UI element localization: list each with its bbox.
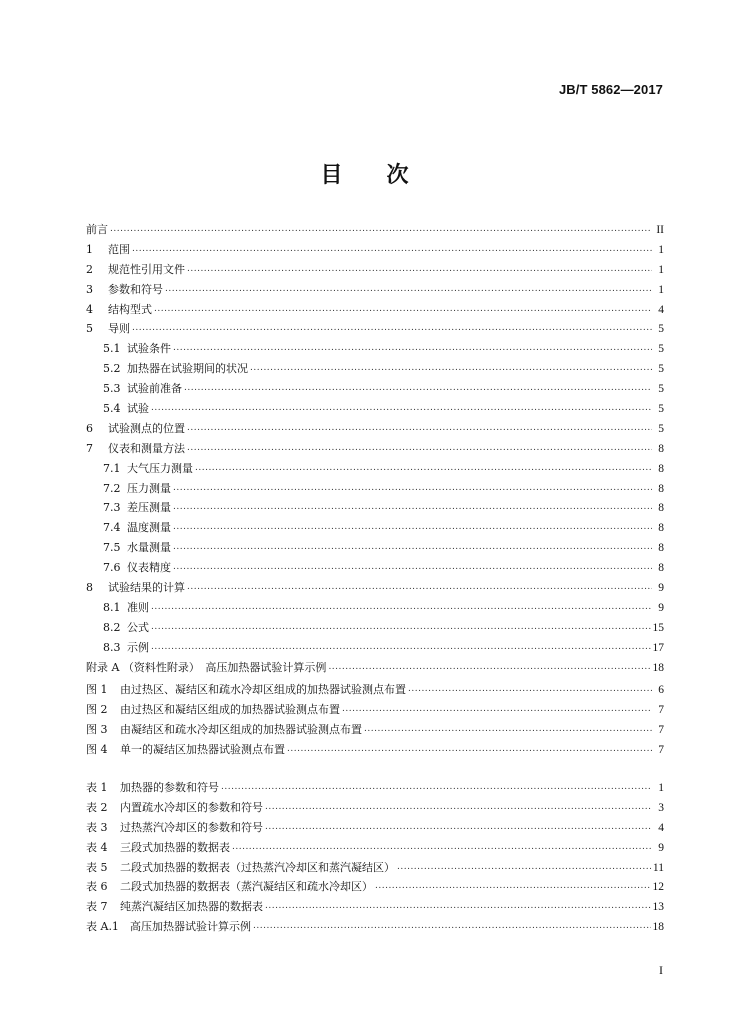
leader-dots	[187, 420, 652, 433]
leader-dots	[110, 221, 652, 234]
toc-entry-label: 附录 A （资料性附录） 高压加热器试验计算示例	[86, 660, 327, 674]
toc-entry-number: 7.5	[103, 541, 121, 555]
toc-entry-number: 7.3	[103, 501, 121, 515]
toc-entry-number: 7.4	[103, 521, 121, 535]
page-title	[0, 158, 729, 189]
toc-entry-number: 表 7	[86, 900, 108, 914]
toc-entry-label: 加热器在试验期间的状况	[127, 362, 248, 376]
toc-entry-label: 示例	[127, 640, 149, 654]
toc-entry-number: 5.3	[103, 382, 121, 396]
toc-entry-page: 1	[658, 782, 664, 794]
toc-entry-label: 试验前准备	[127, 382, 182, 396]
toc-entry-page: 9	[658, 582, 664, 595]
toc-entry[interactable]	[86, 440, 664, 460]
toc-entry[interactable]	[86, 898, 664, 918]
toc-entry[interactable]	[86, 721, 664, 741]
toc-entry-label: 加热器的参数和符号	[120, 781, 219, 794]
leader-dots	[328, 659, 650, 672]
toc-entry[interactable]	[86, 701, 664, 721]
leader-dots	[154, 301, 652, 314]
toc-entry-label: 二段式加热器的数据表（过热蒸汽冷却区和蒸汽凝结区）	[120, 860, 395, 874]
toc-entry-page: 5	[658, 383, 664, 396]
toc-entry-page: 1	[658, 283, 664, 296]
toc-figures	[86, 681, 664, 761]
leader-dots	[151, 619, 651, 632]
leader-dots	[173, 519, 652, 532]
toc-entry[interactable]	[86, 400, 664, 420]
leader-dots	[151, 639, 651, 652]
leader-dots	[187, 440, 652, 453]
leader-dots	[173, 480, 652, 493]
leader-dots	[265, 819, 652, 832]
toc-tables	[86, 779, 664, 938]
leader-dots	[397, 859, 651, 872]
toc-entry-number: 图 2	[86, 702, 108, 716]
toc-entry-number: 8	[86, 581, 93, 595]
toc-entry-page: 4	[658, 821, 664, 834]
toc-entry-page: II	[656, 224, 664, 236]
leader-dots	[184, 380, 652, 393]
toc-entry-number: 8.2	[103, 620, 121, 634]
toc-entry-number: 5.4	[103, 402, 121, 416]
toc-entry-label: 纯蒸汽凝结区加热器的数据表	[120, 900, 263, 914]
toc-entry-label: 范围	[108, 242, 130, 256]
toc-entry[interactable]	[86, 261, 664, 281]
toc-entry-number: 表 2	[86, 800, 108, 814]
toc-entry-label: 仪表和测量方法	[108, 441, 185, 455]
toc-entry-number: 7.1	[103, 461, 121, 475]
leader-dots	[232, 839, 652, 852]
toc-entry[interactable]	[86, 659, 664, 679]
toc-entry-page: 3	[658, 801, 664, 814]
toc-entry-label: 仪表精度	[127, 561, 171, 575]
toc-entry-number: 8.3	[103, 640, 121, 654]
leader-dots	[221, 779, 652, 792]
toc-entry-label: 内置疏水冷却区的参数和符号	[120, 800, 263, 814]
toc-entry[interactable]	[86, 340, 664, 360]
toc-entry[interactable]	[86, 480, 664, 500]
toc-entry-page: 8	[658, 562, 664, 575]
standard-code: JB/T 5862—2017	[558, 82, 663, 97]
toc-entry-page: 17	[652, 641, 664, 654]
toc-entry[interactable]	[86, 619, 664, 639]
toc-entry-label: 温度测量	[127, 521, 171, 535]
toc-entry-number: 7.2	[103, 481, 121, 495]
toc-entry-label: 参数和符号	[108, 282, 163, 296]
toc-entry-page: 5	[658, 422, 664, 435]
toc-entry[interactable]	[86, 579, 664, 599]
toc-entry-number: 3	[86, 282, 93, 296]
toc-entry-number: 1	[86, 242, 93, 256]
toc-entry[interactable]	[86, 221, 664, 241]
toc-entry-label: 由凝结区和疏水冷却区组成的加热器试验测点布置	[120, 722, 362, 736]
toc-entry-page: 18	[652, 921, 664, 934]
toc-entry-label: 导则	[108, 322, 130, 336]
toc-entry-number: 7.6	[103, 561, 121, 575]
toc-entry-label: 试验条件	[127, 342, 171, 356]
toc-entry-page: 6	[658, 684, 664, 696]
toc-entry-number: 8.1	[103, 600, 121, 614]
toc-entry-number: 表 A.1	[86, 920, 119, 934]
toc-entry-page: 5	[658, 363, 664, 376]
toc-entry-page: 8	[658, 522, 664, 535]
toc-entry-page: 5	[658, 323, 664, 336]
toc-entry-page: 11	[652, 861, 664, 874]
page-number: I	[659, 963, 663, 977]
toc-entry-label: 公式	[127, 620, 149, 634]
toc-entry[interactable]	[86, 639, 664, 659]
toc-entry-label: 压力测量	[127, 481, 171, 495]
toc-entry-label: 试验结果的计算	[108, 581, 185, 595]
toc-entry-label: 高压加热器试验计算示例	[130, 920, 251, 934]
toc-entry-number: 2	[86, 262, 93, 276]
toc-entry-label: 准则	[127, 600, 149, 614]
toc-entry-page: 7	[658, 723, 664, 736]
toc-entry-page: 7	[658, 743, 664, 756]
toc-entry-label: 前言	[86, 223, 108, 236]
toc-entry[interactable]	[86, 741, 664, 761]
toc-entry[interactable]	[86, 779, 664, 799]
toc-entry-number: 表 4	[86, 840, 108, 854]
leader-dots	[195, 460, 652, 473]
leader-dots	[151, 599, 652, 612]
toc-entry[interactable]	[86, 539, 664, 559]
toc-entry-label: 由过热区和凝结区组成的加热器试验测点布置	[120, 702, 340, 716]
toc-entry-page: 5	[658, 343, 664, 356]
toc-entry-label: 大气压力测量	[127, 461, 193, 475]
toc-entry-page: 9	[658, 601, 664, 614]
leader-dots	[364, 721, 652, 734]
toc-entry[interactable]	[86, 281, 664, 301]
toc-entry-number: 图 4	[86, 742, 108, 756]
toc-entry[interactable]	[86, 320, 664, 340]
toc-entry-label: 由过热区、凝结区和疏水冷却区组成的加热器试验测点布置	[120, 683, 406, 696]
toc-entry[interactable]	[86, 599, 664, 619]
toc-entry[interactable]	[86, 420, 664, 440]
toc-entry-label: 过热蒸汽冷却区的参数和符号	[120, 820, 263, 834]
toc-entry[interactable]	[86, 519, 664, 539]
toc-entry[interactable]	[86, 241, 664, 261]
toc-entry-label: 规范性引用文件	[108, 262, 185, 276]
leader-dots	[151, 400, 652, 413]
title-char-1: 目	[320, 163, 343, 188]
toc-entry-label: 差压测量	[127, 501, 171, 515]
toc-entry-number: 5	[86, 322, 93, 336]
toc-entry-number: 图 1	[86, 683, 108, 696]
toc-entry-label: 结构型式	[108, 302, 152, 316]
toc-entry-page: 7	[658, 703, 664, 716]
toc-entry[interactable]	[86, 839, 664, 859]
toc-entry-label: 单一的凝结区加热器试验测点布置	[120, 742, 285, 756]
toc-entry-number: 表 1	[86, 781, 108, 794]
toc-entry-number: 表 5	[86, 860, 108, 874]
toc-entry[interactable]	[86, 559, 664, 579]
toc-entry-label: 三段式加热器的数据表	[120, 840, 230, 854]
toc-entry[interactable]	[86, 460, 664, 480]
leader-dots	[173, 499, 652, 512]
toc-entry[interactable]	[86, 301, 664, 321]
toc-entry-label: 试验	[127, 402, 149, 416]
toc-entry[interactable]	[86, 859, 664, 879]
toc-entry-number: 5.2	[103, 362, 121, 376]
toc-entry[interactable]	[86, 380, 664, 400]
toc-entry-number: 表 6	[86, 880, 108, 894]
toc-entry-label: 二段式加热器的数据表（蒸汽凝结区和疏水冷却区）	[120, 880, 373, 894]
leader-dots	[408, 681, 652, 694]
toc-entry-page: 1	[658, 263, 664, 276]
toc-entry-number: 图 3	[86, 722, 108, 736]
title-char-2: 次	[386, 163, 409, 188]
toc-entry-number: 5.1	[103, 342, 121, 356]
toc-entry[interactable]	[86, 918, 664, 938]
toc-entry-label: 水量测量	[127, 541, 171, 555]
toc-entry-page: 5	[658, 403, 664, 416]
toc-entry-page: 1	[658, 243, 664, 256]
toc-entry-number: 7	[86, 441, 93, 455]
toc-entry-page: 4	[658, 303, 664, 316]
leader-dots	[375, 878, 651, 891]
toc-entry-page: 13	[652, 901, 664, 914]
toc-entry-number: 4	[86, 302, 93, 316]
toc-contents	[86, 221, 664, 678]
leader-dots	[287, 741, 652, 754]
toc-entry-page: 8	[658, 542, 664, 555]
toc-entry-page: 9	[658, 841, 664, 854]
leader-dots	[342, 701, 652, 714]
toc-entry-page: 15	[652, 621, 664, 634]
toc-entry-page: 8	[658, 462, 664, 475]
toc-entry-page: 8	[658, 482, 664, 495]
toc-entry-number: 6	[86, 421, 93, 435]
leader-dots	[253, 918, 651, 931]
leader-dots	[132, 320, 652, 333]
toc-entry[interactable]	[86, 499, 664, 519]
toc-entry[interactable]	[86, 819, 664, 839]
leader-dots	[173, 340, 652, 353]
toc-entry[interactable]	[86, 360, 664, 380]
toc-entry-page: 8	[658, 502, 664, 515]
toc-entry[interactable]	[86, 878, 664, 898]
leader-dots	[187, 579, 652, 592]
leader-dots	[165, 281, 652, 294]
leader-dots	[265, 898, 651, 911]
toc-entry-page: 18	[652, 661, 664, 674]
toc-entry-page: 12	[652, 881, 664, 894]
toc-entry[interactable]	[86, 799, 664, 819]
leader-dots	[187, 261, 652, 274]
leader-dots	[173, 559, 652, 572]
leader-dots	[132, 241, 652, 254]
toc-entry[interactable]	[86, 681, 664, 701]
leader-dots	[173, 539, 652, 552]
toc-entry-label: 试验测点的位置	[108, 421, 185, 435]
toc-entry-number: 表 3	[86, 820, 108, 834]
leader-dots	[250, 360, 652, 373]
leader-dots	[265, 799, 652, 812]
toc-entry-page: 8	[658, 442, 664, 455]
